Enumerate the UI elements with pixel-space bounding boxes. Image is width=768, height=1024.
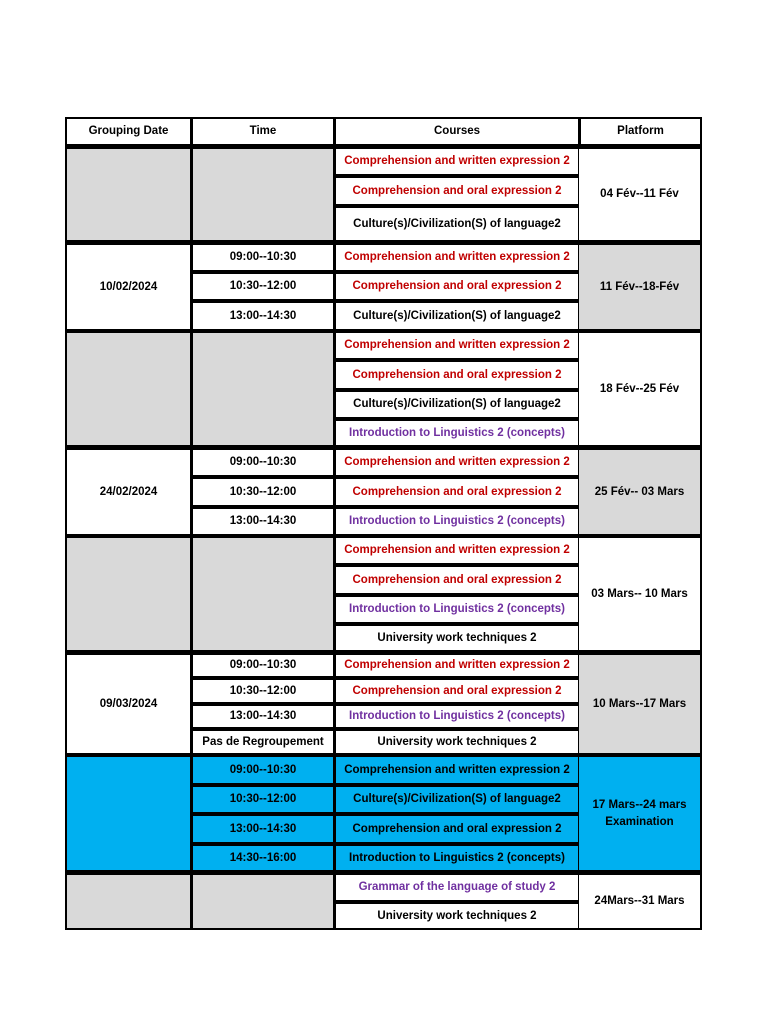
time-cell: 13:00--14:30 xyxy=(190,703,334,728)
course-cell: Introduction to Linguistics 2 (concepts) xyxy=(333,506,579,535)
platform-cell: 11 Fév--18-Fév xyxy=(578,242,702,330)
time-cell: 10:30--12:00 xyxy=(190,784,334,813)
grouping-date-cell xyxy=(65,330,191,447)
platform-cell: 18 Fév--25 Fév xyxy=(578,330,702,447)
time-cell: 10:30--12:00 xyxy=(190,271,334,300)
grouping-date-cell xyxy=(65,146,191,242)
course-cell: University work techniques 2 xyxy=(333,901,579,930)
time-cell xyxy=(190,872,334,930)
platform-cell: 10 Mars--17 Mars xyxy=(578,652,702,754)
time-cell: 13:00--14:30 xyxy=(190,813,334,843)
course-cell: Introduction to Linguistics 2 (concepts) xyxy=(333,843,579,872)
course-cell: Grammar of the language of study 2 xyxy=(333,872,579,901)
grouping-date-cell xyxy=(65,535,191,652)
course-cell: Culture(s)/Civilization(S) of language2 xyxy=(333,300,579,330)
time-cell xyxy=(190,330,334,447)
course-cell: Introduction to Linguistics 2 (concepts) xyxy=(333,594,579,623)
grouping-date-cell: 09/03/2024 xyxy=(65,652,191,754)
course-cell: Culture(s)/Civilization(S) of language2 xyxy=(333,389,579,418)
header-time: Time xyxy=(190,117,334,146)
course-cell: Comprehension and written expression 2 xyxy=(333,146,579,175)
time-cell: 09:00--10:30 xyxy=(190,652,334,677)
header-grouping-date: Grouping Date xyxy=(65,117,191,146)
time-cell: 10:30--12:00 xyxy=(190,677,334,703)
header-courses: Courses xyxy=(333,117,579,146)
time-cell: 10:30--12:00 xyxy=(190,476,334,506)
course-cell: Comprehension and written expression 2 xyxy=(333,535,579,564)
grouping-date-cell xyxy=(65,754,191,872)
time-cell xyxy=(190,146,334,242)
course-cell: Culture(s)/Civilization(S) of language2 xyxy=(333,784,579,813)
time-cell: 09:00--10:30 xyxy=(190,242,334,271)
course-cell: Introduction to Linguistics 2 (concepts) xyxy=(333,418,579,447)
course-cell: Comprehension and written expression 2 xyxy=(333,242,579,271)
platform-cell: 03 Mars-- 10 Mars xyxy=(578,535,702,652)
time-cell: 09:00--10:30 xyxy=(190,754,334,784)
time-cell: 09:00--10:30 xyxy=(190,447,334,476)
course-cell: Comprehension and written expression 2 xyxy=(333,652,579,677)
course-cell: Comprehension and oral expression 2 xyxy=(333,677,579,703)
course-cell: Comprehension and oral expression 2 xyxy=(333,813,579,843)
time-cell: 13:00--14:30 xyxy=(190,506,334,535)
grouping-date-cell xyxy=(65,872,191,930)
header-platform: Platform xyxy=(578,117,702,146)
platform-cell: 24Mars--31 Mars xyxy=(578,872,702,930)
course-cell: Comprehension and oral expression 2 xyxy=(333,271,579,300)
course-cell: Comprehension and written expression 2 xyxy=(333,754,579,784)
time-cell: 13:00--14:30 xyxy=(190,300,334,330)
course-cell: University work techniques 2 xyxy=(333,728,579,754)
platform-cell: 25 Fév-- 03 Mars xyxy=(578,447,702,535)
time-cell: 14:30--16:00 xyxy=(190,843,334,872)
course-cell: Comprehension and oral expression 2 xyxy=(333,476,579,506)
grouping-date-cell: 24/02/2024 xyxy=(65,447,191,535)
course-cell: Comprehension and written expression 2 xyxy=(333,447,579,476)
course-cell: Comprehension and oral expression 2 xyxy=(333,359,579,389)
platform-cell: 04 Fév--11 Fév xyxy=(578,146,702,242)
time-cell: Pas de Regroupement xyxy=(190,728,334,754)
course-cell: Comprehension and oral expression 2 xyxy=(333,564,579,594)
course-cell: Comprehension and written expression 2 xyxy=(333,330,579,359)
course-cell: Comprehension and oral expression 2 xyxy=(333,175,579,205)
platform-cell: 17 Mars--24 mars Examination xyxy=(578,754,702,872)
course-cell: Introduction to Linguistics 2 (concepts) xyxy=(333,703,579,728)
course-cell: University work techniques 2 xyxy=(333,623,579,652)
course-cell: Culture(s)/Civilization(S) of language2 xyxy=(333,205,579,242)
time-cell xyxy=(190,535,334,652)
grouping-date-cell: 10/02/2024 xyxy=(65,242,191,330)
